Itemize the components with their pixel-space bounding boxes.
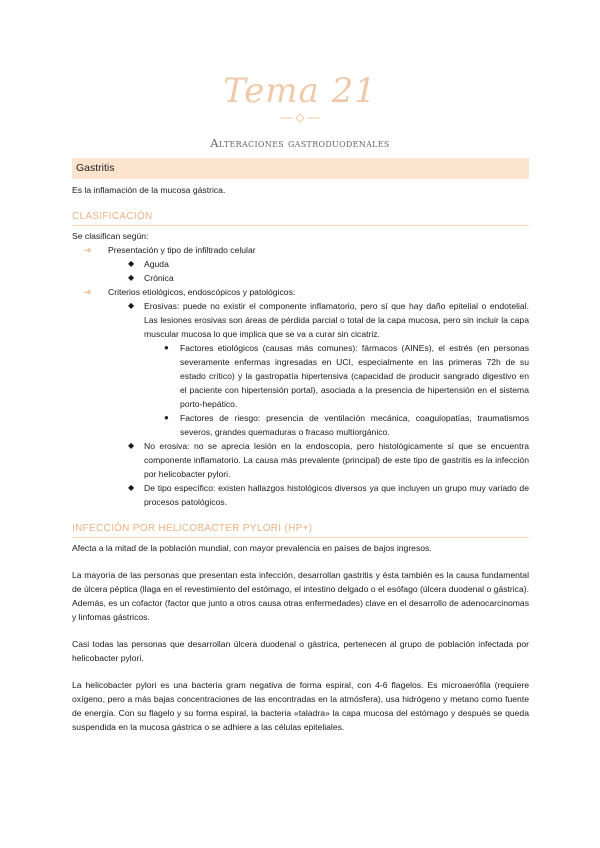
list-item xyxy=(72,257,529,271)
list-item-text: Aguda xyxy=(144,259,169,269)
list-item xyxy=(72,481,529,509)
list-item-text: No erosiva: no se aprecia lesión en la endoscopia, pero histológicamente sí que se encuentra componente inflamatorio. La causa más prevalente (principal) de este tipo de gastritis es la infección por helicobacter pylori. xyxy=(144,441,529,479)
list-item-text: Criterios etiológicos, endoscópicos y patológicos: xyxy=(108,287,296,297)
arrow-right-icon: ➔ xyxy=(84,245,92,255)
list-item xyxy=(72,271,529,285)
diamond-bullet-icon: ◆ xyxy=(128,483,135,492)
list-item-text: De tipo específico: existen hallazgos histológicos diversos ya que incluyen un grupo muy variado de procesos patológicos. xyxy=(144,483,529,507)
list-item-text: Factores de riesgo: presencia de ventilación mecánica, coagulopatías, traumatismos severos, grandes quemaduras o fracaso multiorgánico. xyxy=(180,413,529,437)
list-item-text: Erosivas: puede no existir el componente inflamatorio, pero sí que hay daño epitelial o endotelial. Las lesiones erosivas son áreas de pérdida parcial o total de la capa mucosa, pero sin incluir la capa muscular mucosa lo que implica que se va a curar sin cicatriz. xyxy=(144,301,529,339)
list-item xyxy=(72,285,529,299)
page-title: Tema 21 xyxy=(223,71,377,111)
list-item xyxy=(72,299,529,341)
dot-bullet-icon: ● xyxy=(164,413,169,422)
diamond-bullet-icon: ◆ xyxy=(128,441,135,450)
diamond-bullet-icon: ◆ xyxy=(128,273,135,282)
gastritis-definition: Es la inflamación de la mucosa gástrica. xyxy=(72,185,226,195)
list-item xyxy=(72,439,529,481)
arrow-right-icon: ➔ xyxy=(84,287,92,297)
paragraph: La helicobacter pylori es una bacteria gram negativa de forma espiral, con 4-6 flagelos. Es microaerófila (requiere oxígeno, pero a más bajas concentraciones de las encontradas en la atmósfera), usa hidrógeno y metano como fuente de energía. Con su flagelo y su forma espiral, la bacteria «taladra» la capa mucosa del estómago y después se queda suspendida en la mucosa gástrica o se adhiere a las células epiteliales. xyxy=(72,680,529,732)
diamond-bullet-icon: ◆ xyxy=(128,259,135,268)
content xyxy=(72,158,529,734)
paragraph: Casi todas las personas que desarrollan úlcera duodenal o gástrica, pertenecen al grupo de población infectada por helicobacter pylori. xyxy=(72,639,529,663)
list-item-text: Crónica xyxy=(144,273,174,283)
section-title-infeccion: INFECCIÓN POR HELICOBACTER PYLORI (HP+) xyxy=(72,523,529,538)
section-band-gastritis: Gastritis xyxy=(72,158,529,179)
diamond-bullet-icon: ◆ xyxy=(128,301,135,310)
list-item xyxy=(72,341,529,411)
dot-bullet-icon: ● xyxy=(164,343,169,352)
ornament-icon xyxy=(280,113,320,123)
section-title-clasificacion: CLASIFICACIÓN xyxy=(72,211,529,226)
paragraph: Afecta a la mitad de la población mundial, con mayor prevalencia en países de bajos ingresos. xyxy=(72,543,432,553)
list-item xyxy=(72,411,529,439)
paragraph: La mayoría de las personas que presentan esta infección, desarrollan gastritis y ésta también es la causa fundamental de úlcera péptica (llaga en el revestimiento del estómago, el intestino delgado o el esófago (úlcera duodenal o gástrica). Además, es un cofactor (factor que junto a otros causa otras enfermedades) clave en el desarrollo de adenocarcinomas y linfomas gástricos. xyxy=(72,570,529,622)
list-item-text: Factores etiológicos (causas más comunes): fármacos (AINEs), el estrés (en personas severamente enfermas ingresadas en UCI, especialmente en las primeras 72h de su estado crítico) y la gastropatía hipertensiva (capacidad de producir sangrado digestivo en el paciente con hipertensión portal), asociada a la presencia de hipertensión en el sistema porto-hepático. xyxy=(180,343,529,409)
page-header xyxy=(0,72,600,150)
list-item xyxy=(72,243,529,257)
clasificacion-intro: Se clasifican según: xyxy=(72,231,149,241)
page-subtitle: Alteraciones gastroduodenales xyxy=(210,136,390,150)
list-item-text: Presentación y tipo de infiltrado celular xyxy=(108,245,256,255)
